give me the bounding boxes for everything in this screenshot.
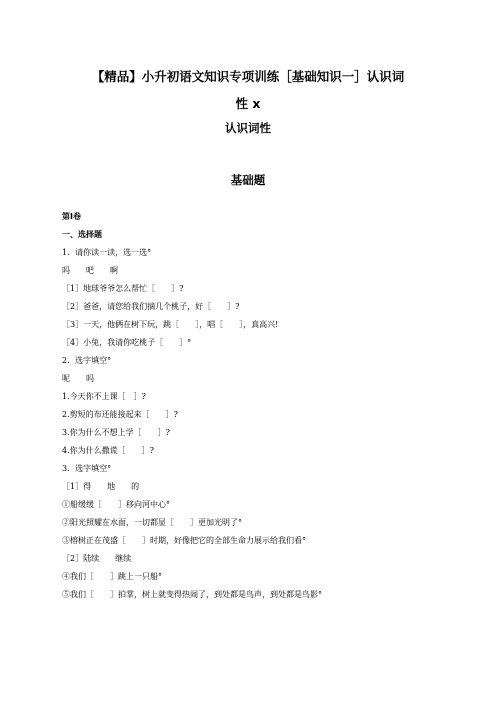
- option-line: 吗 吧 啊: [62, 266, 118, 275]
- section-heading: 基础题: [230, 173, 266, 187]
- question-line: ①船缓缓［ ］移向河中心°: [62, 500, 170, 509]
- question-line: 3.你为什么不想上学［ ］?: [62, 428, 170, 437]
- question-line: ［1］地球爷爷怎么帮忙［ ］?: [62, 284, 184, 293]
- volume-label: 第Ⅰ卷: [62, 212, 81, 221]
- question-line: ⑤我们［ ］拍掌，树上就变得热闹了，到处都是鸟声，到处都是鸟影°: [62, 590, 322, 599]
- question-line: 1.今天你不上课［ ］?: [62, 392, 146, 401]
- document-title-line-1: 【精品】小升初语文知识专项训练［基础知识一］认识词: [91, 69, 405, 84]
- part-heading: 一、选择题: [62, 230, 102, 239]
- question-line: ［3］一天，他俩在树下玩，跳［ ］，唱［ ］，真高兴!: [62, 320, 279, 329]
- question-line: ［2］爸爸，请您给我们摘几个桃子，好［ ］?: [62, 302, 240, 311]
- question-line: ②阳光照耀在水面，一切都显［ ］更加光明了°: [62, 518, 242, 527]
- option-line: ［1］得 地 的: [62, 482, 140, 491]
- question-line: ③榕树正在茂盛［ ］时期，好像把它的全部生命力展示给我们看°: [62, 536, 306, 545]
- option-line: 呢 吗: [62, 374, 94, 383]
- document-title-line-2: 性 x: [235, 96, 261, 111]
- question-line: ［4］小兔，我请你吃桃子［ ］°: [62, 338, 192, 347]
- option-line: ［2］陆续 继续: [62, 554, 132, 563]
- document-subtitle: 认识词性: [225, 121, 271, 135]
- question-line: 2．选字填空°: [62, 356, 112, 365]
- question-line: 3．选字填空°: [62, 464, 112, 473]
- question-line: ④我们［ ］跳上一只船°: [62, 572, 162, 581]
- question-line: 1．请你读一读，选一选°: [62, 248, 152, 257]
- question-line: 4.你为什么撒谎［ ］?: [62, 446, 154, 455]
- question-line: 2.剪短的布还能接起来［ ］?: [62, 410, 178, 419]
